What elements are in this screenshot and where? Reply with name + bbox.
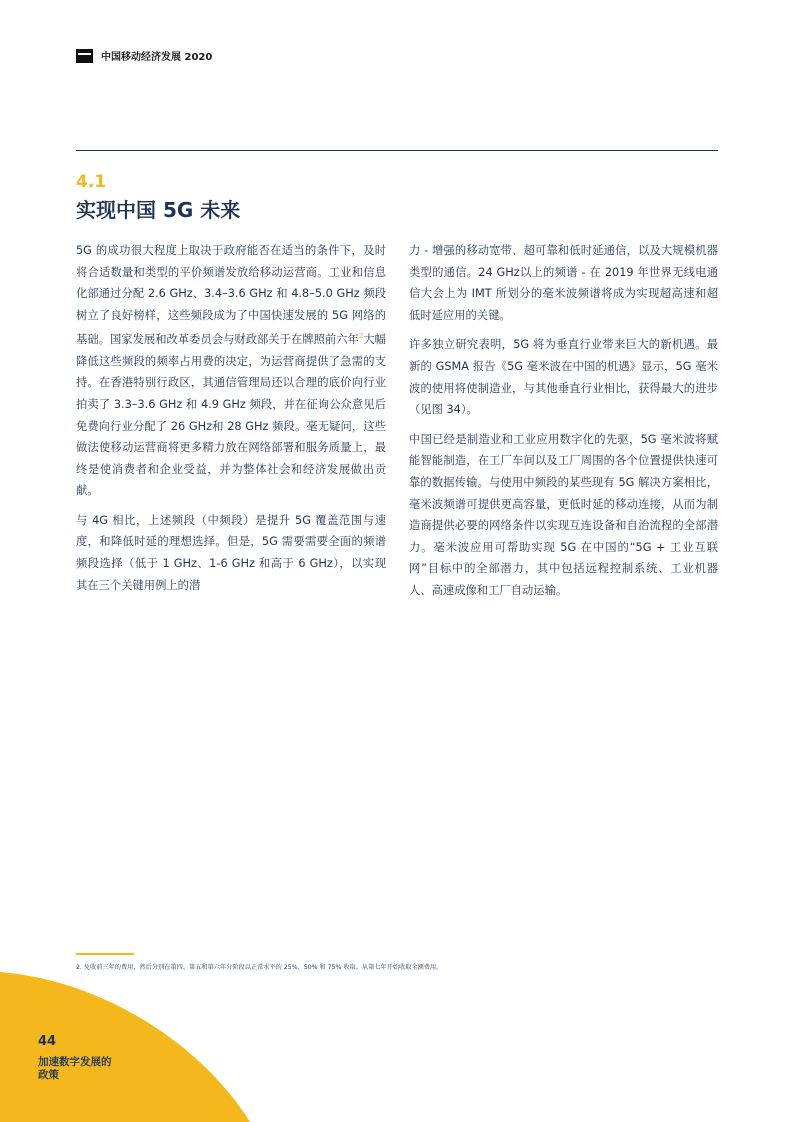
footnote: 2. 免收前三年的费用，然后分别在第四、第五和第六年分阶段以正常水平的 25%、50% 和 75% 收取。从第七年开始收取全额费用。 (76, 964, 443, 971)
section-title: 实现中国 5G 未来 (76, 198, 241, 222)
document-title: 中国移动经济发展 2020 (101, 52, 213, 63)
paragraph: 许多独立研究表明，5G 将为垂直行业带来巨大的新机遇。最新的 GSMA 报告《5G 毫米波在中国的机遇》显示，5G 毫米波的使用将使制造业，与其他垂直行业相比，获得最大的进步（见图 34）。 (409, 338, 718, 417)
paragraph: 力 - 增强的移动宽带、超可靠和低时延通信，以及大规模机器类型的通信。24 GHz以上的频谱 - 在 2019 年世界无线电通信大会上为 IMT 所划分的毫米波频谱将成为实现超高速和超低时延应用的关键。 (409, 244, 718, 322)
paragraph: 5G 的成功很大程度上取决于政府能否在适当的条件下，及时将合适数量和类型的平价频谱发放给移动运营商。工业和信息化部通过分配 2.6 GHz、3.4–3.6 GHz 和 4.8–5.0 GHz 频段树立了良好榜样，这些频段成为了中国快速发展的 5G 网络的基础。国家发展和改革委员会与财政部关于在牌照前六年$^2$大幅降低这些频段的频率占用费的决定，为运营商提供了急需的支持。在香港特别行政区，其通信管理局还以合理的底价向行业拍卖了 3.3–3.6 GHz 和 4.9 GHz 频段，并在征询公众意见后免费向行业分配了 26 GHz和 28 GHz 频段。毫无疑问，这些做法使移动运营商将更多精力放在网络部署和服务质量上，最终是使消费者和企业受益，并为整体社会和经济发展做出贡献。 (76, 244, 386, 498)
header-divider (76, 150, 718, 151)
paragraph: 与 4G 相比，上述频段（中频段）是提升 5G 覆盖范围与速度，和降低时延的理想选择。但是，5G 需要需要全面的频谱频段选择（低于 1 GHz、1-6 GHz 和高于 6 GHz），以实现其在三个关键用例上的潜 (76, 513, 386, 592)
page-header (76, 48, 212, 63)
page-number: 44 (38, 1034, 57, 1049)
right-text-column (409, 240, 718, 610)
section-number: 4.1 (76, 172, 107, 192)
left-text-column (76, 240, 386, 604)
paragraph: 中国已经是制造业和工业应用数字化的先驱，5G 毫米波将赋能智能制造，在工厂车间以及工厂周围的各个位置提供快速可靠的数据传输。与使用中频段的某些现有 5G 解决方案相比，毫米波频谱可提供更高容量，更低时延的移动连接，从而为制造商提供必要的网络条件以实现互连设备和自治流程的全部潜力。毫米波应用可帮助实现 5G 在中国的“5G + 工业互联网”目标中的全部潜力，其中包括远程控制系统、工业机器人、高速成像和工厂自动运输。 (409, 432, 718, 597)
gsma-logo-icon (76, 49, 93, 63)
footer-section-label: 加速数字发展的政策 (38, 1056, 112, 1081)
footnote-divider (76, 953, 134, 955)
footnote-reference[interactable]: 2 (358, 332, 364, 341)
